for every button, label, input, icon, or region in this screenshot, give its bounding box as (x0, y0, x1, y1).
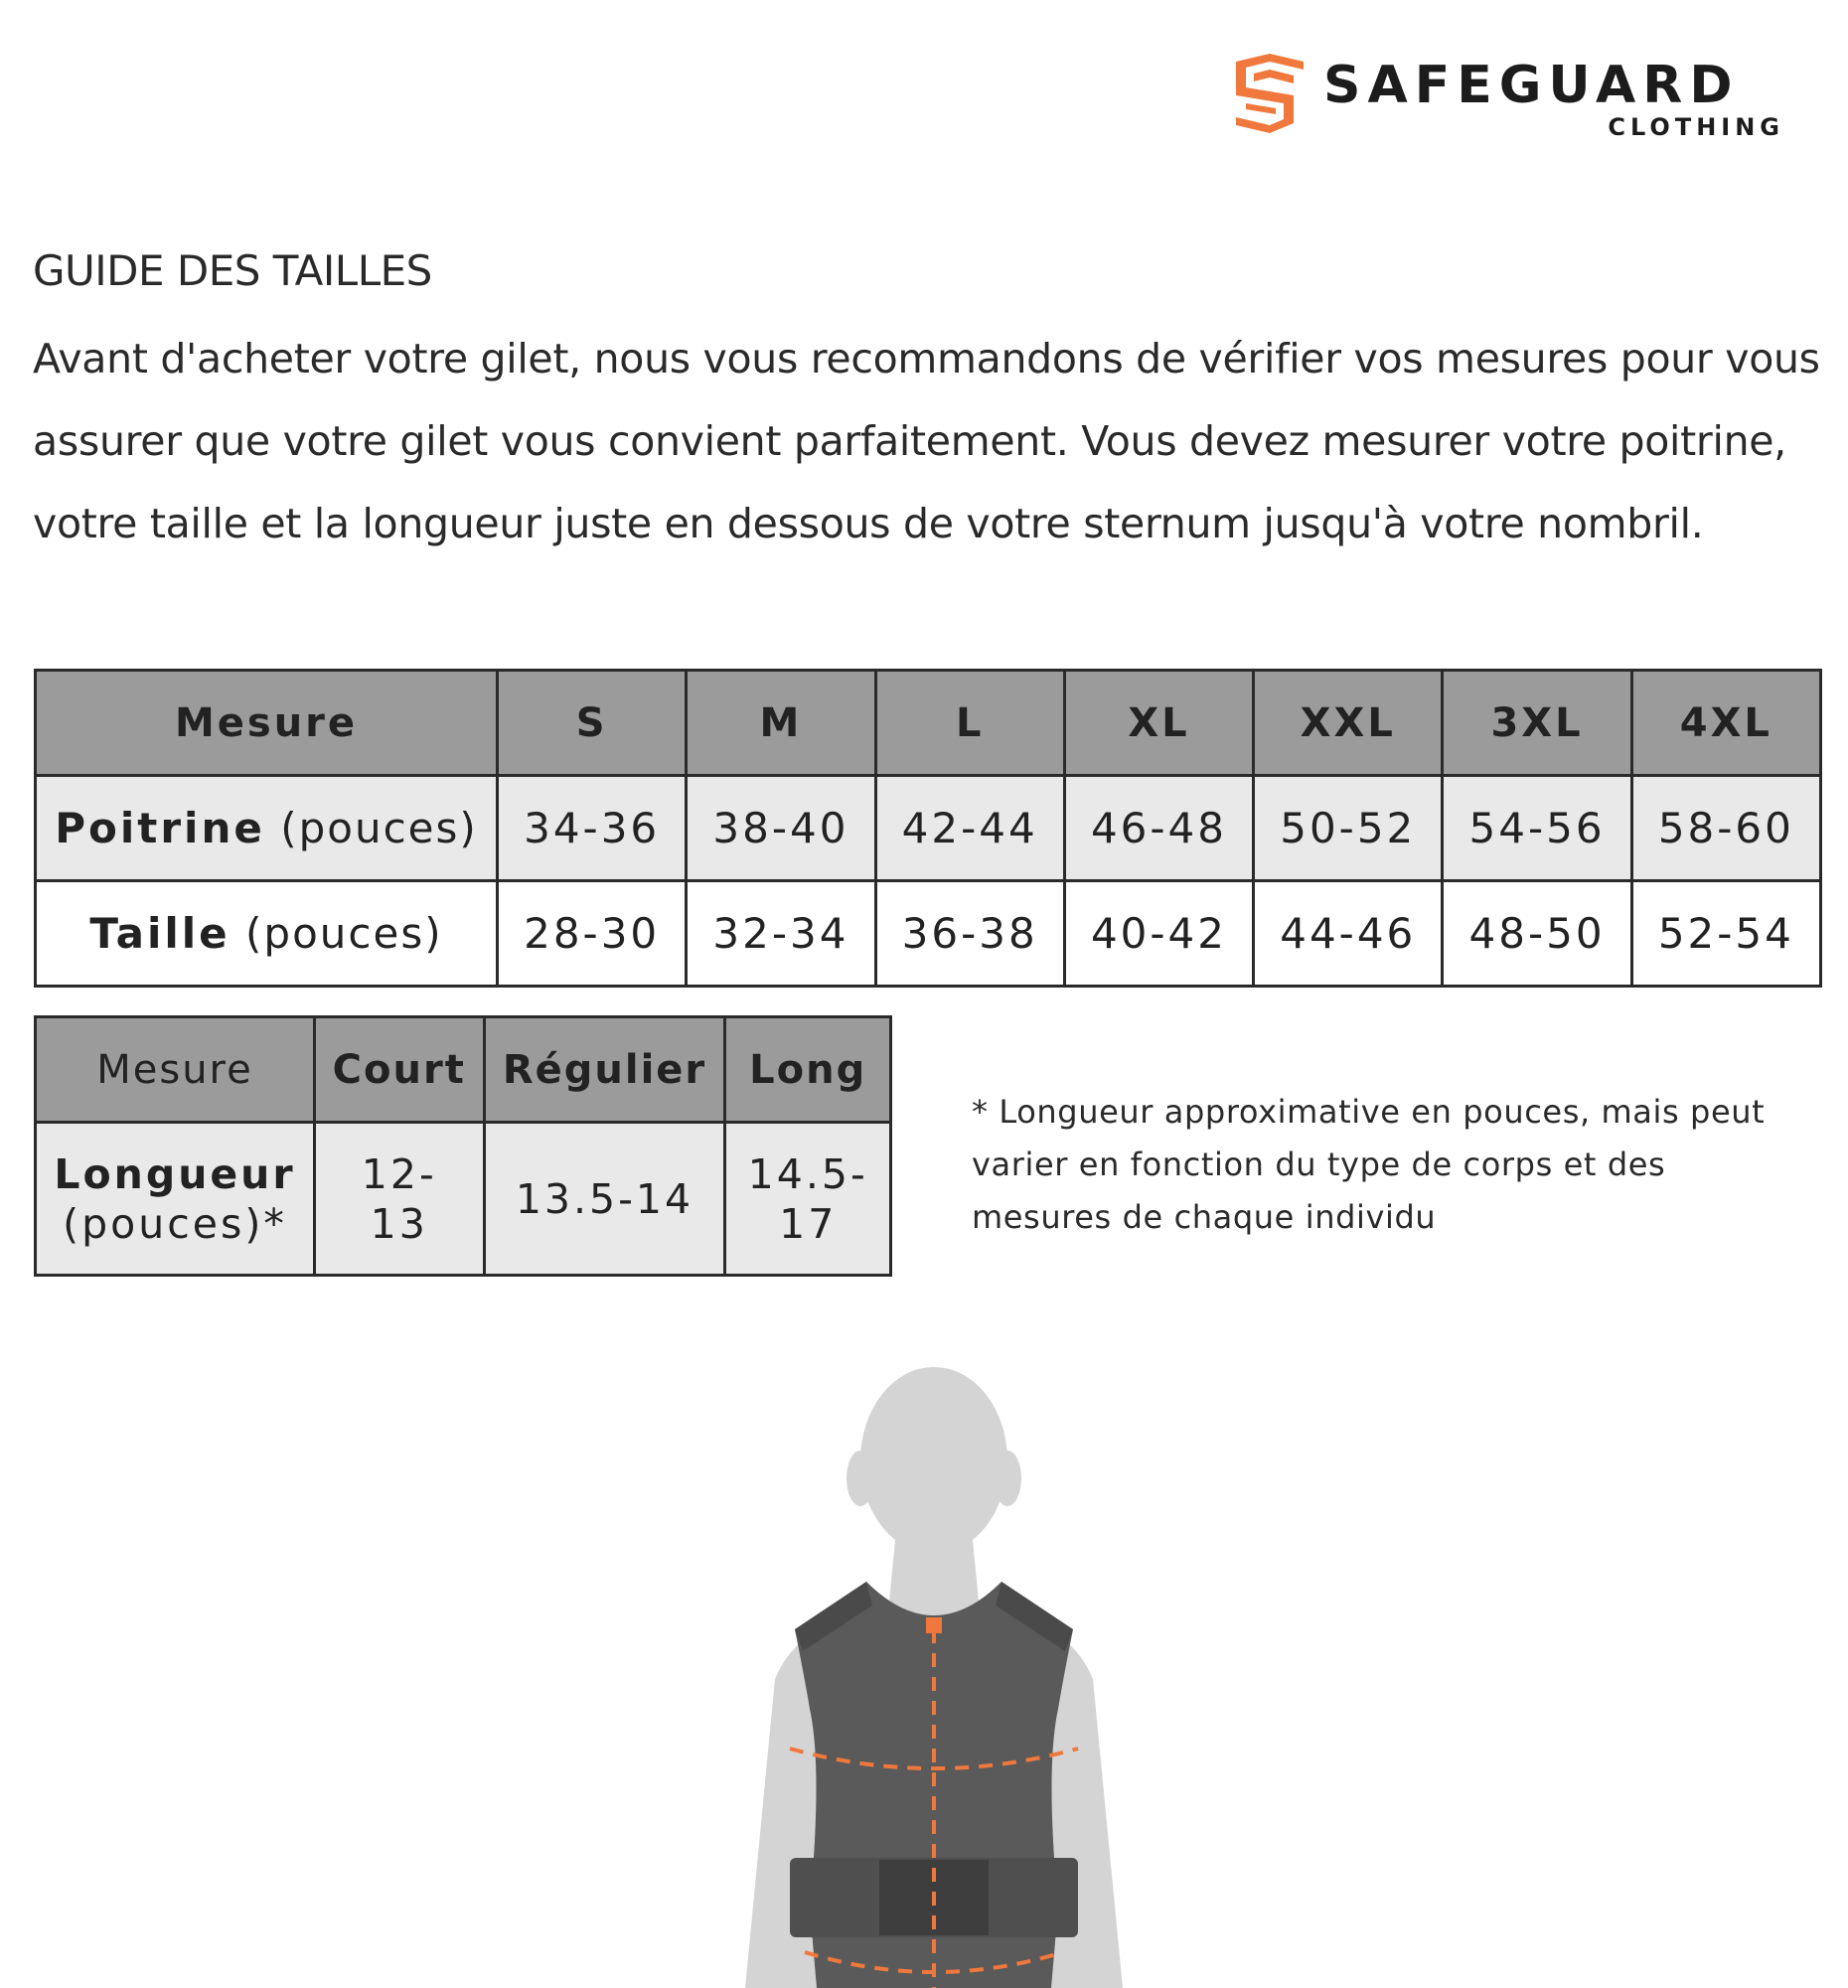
cell-line: 13.5-14 (515, 1174, 694, 1223)
size-table (34, 669, 1822, 988)
table-cell: 50-52 (1254, 776, 1443, 881)
table-cell: 46-48 (1064, 776, 1253, 881)
row-label-unit: (pouces) (245, 909, 443, 958)
row-label-unit: (pouces) (280, 804, 478, 852)
intro-text: Avant d'acheter votre gilet, nous vous recommandons de vérifier vos mesures pour vous assurer que votre gilet vous convient parfaitement. Vous devez mesurer votre poitrine, votre taille et la longueur juste en dessous de votre sternum jusqu'à votre nombril. (33, 335, 1820, 547)
table-cell: 44-46 (1254, 881, 1443, 987)
header-cell-court: Court (314, 1017, 484, 1123)
table-row-longueur (36, 1123, 891, 1276)
table-cell (725, 1123, 891, 1276)
size-table-header (36, 671, 1821, 776)
cell-line: 13 (370, 1199, 428, 1248)
cell-line: 12- (361, 1149, 437, 1198)
header-cell-size: 3XL (1443, 671, 1631, 776)
table-cell: 36-38 (875, 881, 1064, 987)
header-cell-size: M (687, 671, 875, 776)
row-label-name: Poitrine (55, 804, 265, 852)
length-note: * Longueur approximative en pouces, mais peut varier en fonction du type de corps et des mesures de chaque individu (972, 1093, 1766, 1236)
table-cell (314, 1123, 484, 1276)
row-label (36, 1123, 315, 1276)
body-silhouette-illustration (636, 1351, 1232, 1988)
table-cell: 34-36 (498, 776, 687, 881)
table-row-taille (36, 881, 1821, 987)
table-cell: 52-54 (1631, 881, 1820, 987)
row-label-name: Taille (89, 909, 231, 958)
table-cell: 28-30 (498, 881, 687, 987)
header-cell-mesure: Mesure (36, 1017, 315, 1123)
table-cell: 54-56 (1443, 776, 1631, 881)
brand-logo (1232, 52, 1788, 143)
header-cell-size: 4XL (1631, 671, 1820, 776)
header-cell-size: XL (1064, 671, 1253, 776)
page-title: GUIDE DES TAILLES (33, 246, 432, 295)
brand-sub: CLOTHING (1608, 113, 1784, 141)
row-label (36, 776, 498, 881)
header-cell-size: S (498, 671, 687, 776)
table-cell: 40-42 (1064, 881, 1253, 987)
length-table (34, 1015, 892, 1277)
sternum-marker (926, 1617, 942, 1633)
row-label-name: Longueur (54, 1149, 296, 1198)
header-cell-size: L (875, 671, 1064, 776)
row-label (36, 881, 498, 987)
header-cell-regulier: Régulier (484, 1017, 725, 1123)
cell-line: 14.5- (747, 1149, 868, 1198)
header-cell-size: XXL (1254, 671, 1443, 776)
table-cell: 42-44 (875, 776, 1064, 881)
header-cell-mesure: Mesure (36, 671, 498, 776)
table-cell: 58-60 (1631, 776, 1820, 881)
table-row-poitrine (36, 776, 1821, 881)
safeguard-logo-icon (1232, 52, 1308, 135)
table-cell: 38-40 (687, 776, 875, 881)
cell-line: 17 (779, 1199, 838, 1248)
table-cell: 32-34 (687, 881, 875, 987)
row-label-unit: (pouces)* (63, 1199, 287, 1248)
table-cell (484, 1123, 725, 1276)
length-table-header (36, 1017, 891, 1123)
table-cell: 48-50 (1443, 881, 1631, 987)
brand-name: SAFEGUARD (1323, 56, 1740, 115)
header-cell-long: Long (725, 1017, 891, 1123)
